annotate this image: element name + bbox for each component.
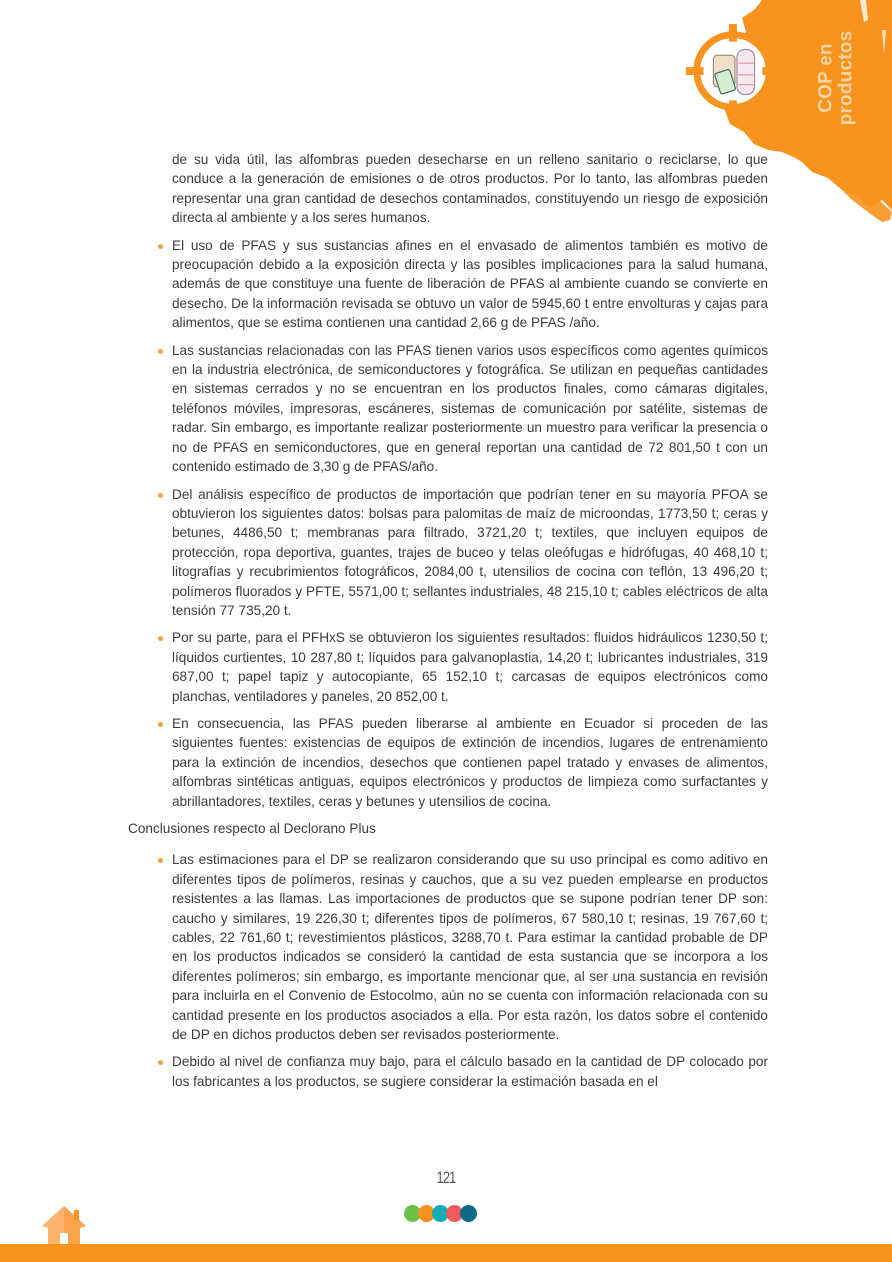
bullet-item: En consecuencia, las PFAS pueden liberarse al ambiente en Ecuador si proceden de las siguientes fuentes: existencias de equipos de extinción de incendios, lugares de entrenamiento para la extinción de incendios, desechos que contienen papel tratado y envases de alimentos, alfombras sintéticas antiguas, equipos electrónicos y productos de limpieza como surfactantes y abrillantadores, textiles, ceras y betunes y utensilios de cocina. — [172, 714, 768, 811]
home-icon[interactable] — [38, 1204, 90, 1246]
continuation-paragraph: de su vida útil, las alfombras pueden desecharse en un relleno sanitario o reciclarse, lo que conduce a la generación de emisiones o de otros productos. Por lo tanto, las alfombras pueden representar una gran cantidad de desechos contaminados, constituyendo un riesgo de exposición directa al ambiente y a los seres humanos. — [172, 152, 768, 226]
page-content — [128, 150, 768, 1099]
side-title-line2: productos — [835, 30, 856, 126]
bullet-item: Del análisis específico de productos de importación que podrían tener en su mayoría PFOA se obtuvieron los siguientes datos: bolsas para palomitas de maíz de microondas, 1773,50 t; ceras y betunes, 4486,50 t; membranas para filtrado, 3721,20 t; textiles, que incluyen equipos de protección, ropa deportiva, guantes, trajes de buceo y telas oleófugas e hidrófugas, 40 468,10 t; litografías y recubrimientos fotográficos, 2084,00 t, utensilios de cocina con teflón, 13 496,20 t; polímeros fluorados y PFTE, 5571,00 t; sellantes industriales, 48 215,10 t; cables eléctricos de alta tensión 77 735,20 t. — [172, 485, 768, 621]
bullet-item: Por su parte, para el PFHxS se obtuvieron los siguientes resultados: fluidos hidráulicos 1230,50 t; líquidos curtientes, 10 287,80 t; líquidos para galvanoplastia, 14,20 t; lubricantes industriales, 319 687,00 t; papel tapiz y autocopiante, 65 152,10 t; carcasas de equipos electrónicos como planchas, ventiladores y paneles, 20 852,00 t. — [172, 628, 768, 706]
bullet-item: Las sustancias relacionadas con las PFAS tienen varios usos específicos como agentes químicos en la industria electrónica, de semiconductores y fotográfica. Se utilizan en pequeñas cantidades en sistemas cerrados y no se encuentran en los productos finales, como cámaras digitales, teléfonos móviles, impresoras, escáneres, sistemas de comunicación por satélite, sistemas de radar. Sin embargo, es importante realizar posteriormente un muestro para verificar la presencia o no de PFAS en semiconductores, que en general reportan una cantidad de 72 801,50 t con un contenido estimado de 3,30 g de PFAS/año. — [172, 341, 768, 477]
pfas-bullet-list — [128, 236, 768, 811]
footer-bar — [0, 1244, 892, 1262]
dp-bullet-list — [128, 850, 768, 1091]
bullet-item: Las estimaciones para el DP se realizaron considerando que su uso principal es como aditivo en diferentes tipos de polímeros, resinas y cauchos, que a su vez pueden emplearse en productos resistentes a las llamas. Las importaciones de productos que se supone podrían tener DP son: caucho y similares, 19 226,30 t; diferentes tipos de polímeros, 67 580,10 t; resinas, 19 767,60 t; cables, 22 761,60 t; revestimientos plásticos, 3288,70 t. Para estimar la cantidad probable de DP en los productos indicados se consideró la cantidad de esta sustancia que se incorpora a los diferentes polímeros; sin embargo, es importante mencionar que, al ser una sustancia en revisión para incluirla en el Convenio de Estocolmo, aún no se cuenta con información relacionada con su cantidad presente en los productos asociados a ella. Por esta razón, los datos sobre el contenido de DP en dichos productos deben ser revisados posteriormente. — [172, 850, 768, 1044]
target-products-icon — [684, 22, 782, 120]
section-heading: Conclusiones respecto al Declorano Plus — [128, 821, 376, 836]
section-side-title — [806, 18, 866, 138]
dot-dark-teal — [460, 1205, 477, 1222]
page-number: 121 — [436, 1168, 456, 1187]
bullet-item: Debido al nivel de confianza muy bajo, para el cálculo basado en la cantidad de DP colocado por los fabricantes a los productos, se sugiere considerar la estimación basada en el — [172, 1052, 768, 1091]
side-title-line1: COP en — [815, 43, 836, 113]
bullet-item: El uso de PFAS y sus sustancias afines en el envasado de alimentos también es motivo de preocupación debido a la exposición directa y las posibles implicaciones para la salud humana, además de que constituye una fuente de liberación de PFAS al ambiente cuando se convierte en desecho. De la información revisada se obtuvo un valor de 5945,60 t entre envolturas y cajas para alimentos, que se estima contienen una cantidad 2,66 g de PFAS /año. — [172, 236, 768, 333]
color-dots — [404, 1205, 477, 1223]
